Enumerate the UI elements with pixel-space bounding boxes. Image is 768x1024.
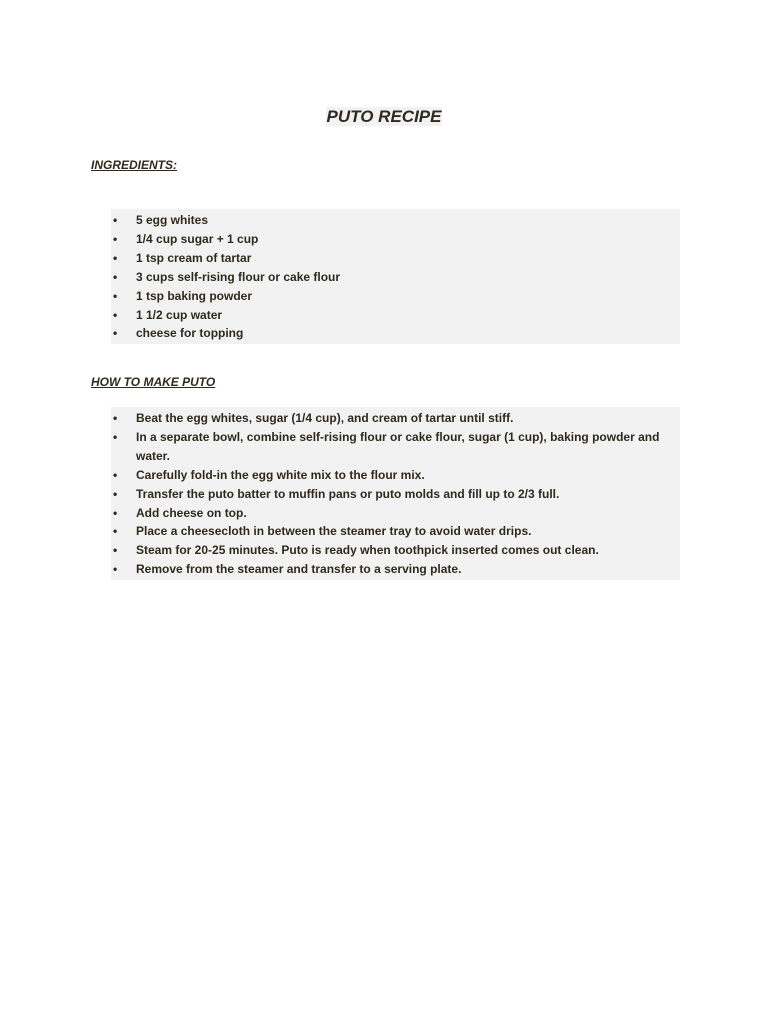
instruction-step: • Place a cheesecloth in between the steamer tray to avoid water drips. — [111, 522, 680, 541]
instructions-list — [111, 407, 680, 580]
ingredient-item: • cheese for topping — [111, 324, 680, 343]
instruction-step: • Transfer the puto batter to muffin pans or puto molds and fill up to 2/3 full. — [111, 485, 680, 504]
instruction-step: • Steam for 20-25 minutes. Puto is ready when toothpick inserted comes out clean. — [111, 541, 680, 560]
ingredient-item: • 1/4 cup sugar + 1 cup — [111, 230, 680, 249]
instruction-step: • Beat the egg whites, sugar (1/4 cup), and cream of tartar until stiff. — [111, 409, 680, 428]
ingredient-item: • 1 1/2 cup water — [111, 306, 680, 325]
instruction-step: • Add cheese on top. — [111, 504, 680, 523]
ingredients-list — [111, 209, 680, 344]
ingredient-item: • 1 tsp cream of tartar — [111, 249, 680, 268]
instruction-step: • In a separate bowl, combine self-rising flour or cake flour, sugar (1 cup), baking powder and water. — [111, 428, 680, 466]
instruction-step: • Carefully fold-in the egg white mix to the flour mix. — [111, 466, 680, 485]
ingredient-item: • 5 egg whites — [111, 211, 680, 230]
ingredient-item: • 3 cups self-rising flour or cake flour — [111, 268, 680, 287]
ingredients-heading: INGREDIENTS: — [91, 158, 178, 172]
instruction-step: • Remove from the steamer and transfer to a serving plate. — [111, 560, 680, 579]
page-title-text: PUTO RECIPE — [326, 107, 442, 126]
instructions-heading: HOW TO MAKE PUTO — [91, 375, 216, 389]
ingredient-item: • 1 tsp baking powder — [111, 287, 680, 306]
page-title — [0, 106, 768, 128]
